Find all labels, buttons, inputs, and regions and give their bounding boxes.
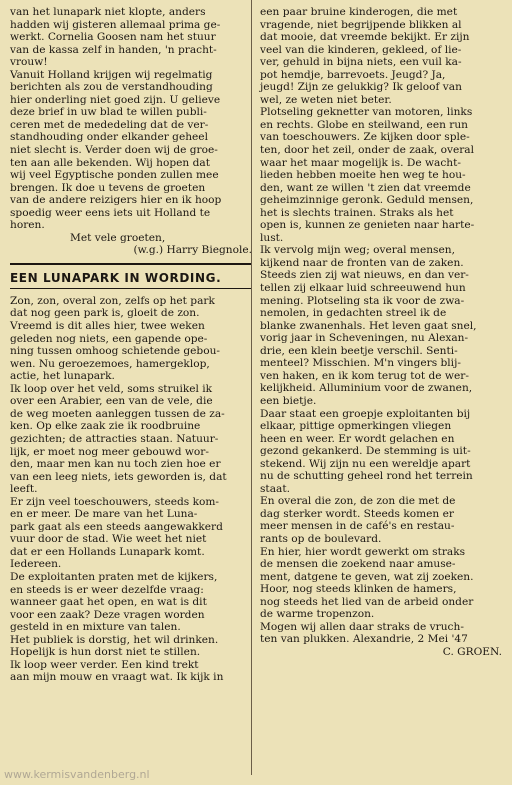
letter-greeting: Met vele groeten,	[70, 231, 166, 244]
paragraph: Mogen wij allen daar straks de vruch- ten van plukken. Alexandrie, 2 Mei '47	[260, 620, 468, 646]
right-column	[260, 6, 502, 778]
paragraph: Ik loop weer verder. Een kind trekt aan mijn mouw en vraagt wat. Ik kijk in	[10, 658, 224, 684]
paragraph: Vanuit Holland krijgen wij regelmatig berichten als zou de verstandhouding hier onderling niet goed zijn. U gelieve deze brief in uw blad te willen publi- ceren met de mededeling dat de ver- standhouding onder elkander geheel niet slecht is. Verder doen wij de groe- ten aan alle bekenden. Wij hopen dat wij veel Egyptische ponden zullen mee brengen. Ik doe u tevens de groeten van de andere reizigers hier en ik hoop spoedig weer eens iets uit Holland te horen.	[10, 68, 222, 232]
paragraph: Ik loop over het veld, soms struikel ik over een Arabier, een van de vele, die de weg moeten aanleggen tussen de za- ken. Op elke zaak zie ik roodbruine gezichten; de attracties staan. Natuur- lijk, er moet nog meer gebouwd wor- den, maar men kan nu toch zien hoe er van een leeg niets, iets geworden is, dat leeft.	[10, 382, 227, 496]
column-divider	[251, 0, 252, 775]
paragraph: De exploitanten praten met de kijkers, en steeds is er weer dezelfde vraag: wanneer gaat het open, en wat is dit voor een zaak? Deze vragen worden gesteld in en mixture van talen.	[10, 570, 218, 634]
headline-underline	[10, 288, 252, 289]
paragraph: Zon, zon, overal zon, zelfs op het park dat nog geen park is, gloeit de zon. Vreemd is dit alles hier, twee weken geleden nog niets, een gapende ope- ning tussen omhoog schietende gebou- wen. Nu geroezemoes, hamergeklop, actie, het lunapark.	[10, 294, 220, 383]
paragraph: Het publiek is dorstig, het wil drinken. Hopelijk is hun dorst niet te stillen.	[10, 633, 219, 659]
paragraph: een paar bruine kinderogen, die met vragende, niet begrijpende blikken al dat mooie, dat vreemde bekijkt. Er zijn veel van die kinderen, gekleed, of lie- ver, gehuld in bijna niets, een vuil ka- pot hemdje, barrevoets. Jeugd? Ja, jeugd! Zijn ze gelukkig? Ik geloof van wel, ze weten niet beter.	[260, 6, 470, 106]
left-column	[10, 6, 252, 778]
paragraph: van het lunapark niet klopte, anders hadden wij gisteren allemaal prima ge- werkt. Cornelia Goosen nam het stuur van de kassa zelf in handen, 'n pracht- vrouw!	[10, 6, 221, 69]
paragraph: En overal die zon, de zon die met de dag sterker wordt. Steeds komen er meer mensen in de café's en restau- rants op de boulevard.	[260, 495, 456, 545]
article-headline: EEN LUNAPARK IN WORDING.	[10, 270, 222, 285]
paragraph: Ik vervolg mijn weg; overal mensen, kijkend naar de fronten van de zaken. Steeds zien zij wat nieuws, en dan ver- tellen zij elkaar luid schreeuwend hun mening. Plotseling sta ik voor de zwa- nemolen, in gedachten streel ik de blanke zwanenhals. Het leven gaat snel, vorig jaar in Scheveningen, nu Alexan- drie, een klein beetje verschil. Senti- menteel? Misschien. M'n vingers blij- ven haken, en ik kom terug tot de wer- kelijkheid. Alluminium voor de zwanen, een bietje.	[260, 244, 477, 407]
watermark: www.kermisvandenberg.nl	[4, 768, 150, 781]
paragraph: Plotseling geknetter van motoren, links en rechts. Globe en steilwand, een run van toeschouwers. Ze kijken door sple- ten, door het zeil, onder de zaak, overal waar het maar mogelijk is. De wacht- lieden hebben moeite hen weg te hou- den, want ze willen 't zien dat vreemde geheimzinnige geronk. Geduld mensen, het is slechts trainen. Straks als het open is, kunnen ze genieten naar harte- lust.	[260, 106, 475, 244]
letter-signature: (w.g.) Harry Biegnole.	[133, 244, 252, 257]
newspaper-page	[10, 6, 502, 778]
author-signature: C. GROEN.	[442, 645, 502, 658]
paragraph: Er zijn veel toeschouwers, steeds kom- en er meer. De mare van het Luna- park gaat als een steeds aangewakkerd vuur door de stad. Wie weet het niet dat er een Hollands Lunapark komt. Iedereen.	[10, 495, 223, 571]
section-divider	[10, 263, 252, 265]
paragraph: En hier, hier wordt gewerkt om straks de mensen die zoekend naar amuse- ment, datgene te geven, wat zij zoeken. Hoor, nog steeds klinken de hamers, nog steeds het lied van de arbeid onder de warme tropenzon.	[260, 545, 474, 621]
paragraph: Daar staat een groepje exploitanten bij elkaar, pittige opmerkingen vliegen heen en weer. Er wordt gelachen en gezond gekankerd. De stemming is uit- stekend. Wij zijn nu een wereldje apart nu de schutting geheel rond het terrein staat.	[260, 407, 473, 495]
